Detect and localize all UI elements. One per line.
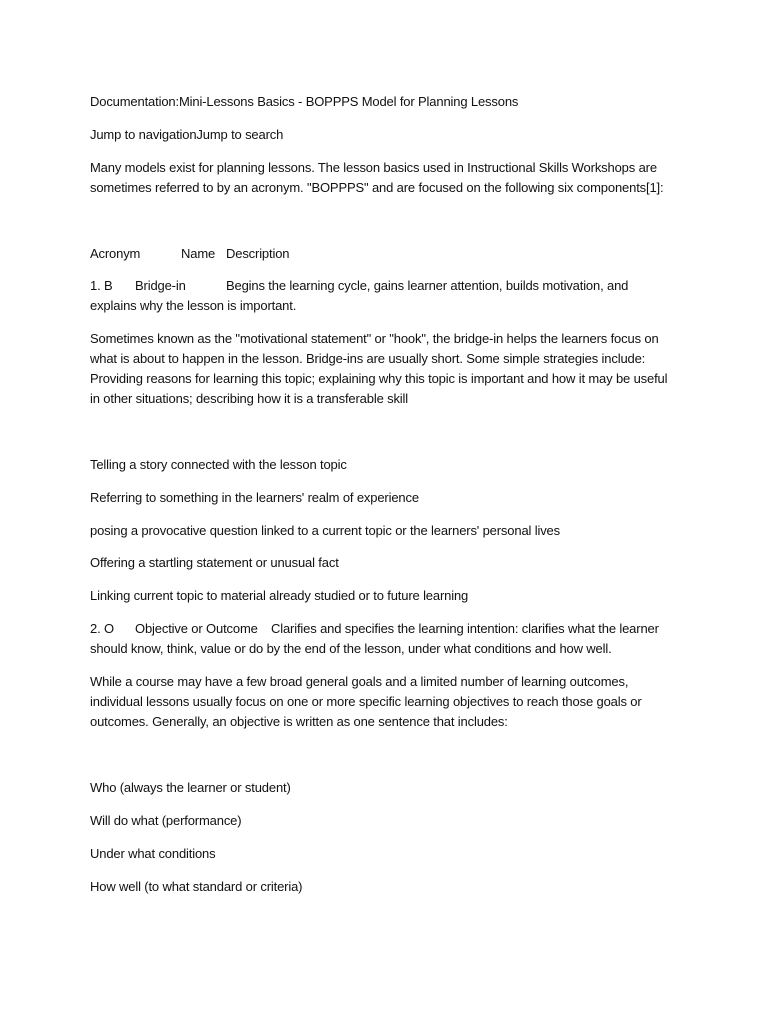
row-acronym: 1. B: [90, 278, 113, 293]
document-title: Documentation:Mini-Lessons Basics - BOPPPS Model for Planning Lessons: [90, 94, 519, 109]
strategy-item: Referring to something in the learners' realm of experience: [90, 490, 419, 505]
strategy-item: posing a provocative question linked to a current topic or the learners' personal lives: [90, 523, 560, 538]
paragraph-line: individual lessons usually focus on one or more specific learning objectives to reach those goals or: [90, 694, 642, 709]
intro-line: Many models exist for planning lessons. The lesson basics used in Instructional Skills Workshops are: [90, 160, 657, 175]
objective-part-item: Will do what (performance): [90, 813, 242, 828]
objective-part-item: Under what conditions: [90, 846, 216, 861]
navigation-links[interactable]: Jump to navigationJump to search: [90, 127, 284, 142]
row-description: Begins the learning cycle, gains learner attention, builds motivation, and: [226, 278, 629, 293]
row-name: Objective or Outcome: [135, 621, 258, 636]
row-description: Clarifies and specifies the learning intention: clarifies what the learner: [271, 621, 659, 636]
table-row-bridge-in: [90, 276, 690, 316]
table-row-objective: [90, 619, 690, 659]
table-header-name: Name: [181, 246, 216, 261]
paragraph-line: what is about to happen in the lesson. Bridge-ins are usually short. Some simple strategies include:: [90, 351, 646, 366]
table-header-description: Description: [226, 246, 290, 261]
objective-part-item: How well (to what standard or criteria): [90, 879, 303, 894]
paragraph-line: in other situations; describing how it is a transferable skill: [90, 391, 409, 406]
paragraph-line: Sometimes known as the "motivational statement" or "hook", the bridge-in helps the learners focus on: [90, 331, 659, 346]
objective-paragraph: [90, 672, 690, 732]
paragraph-line: Providing reasons for learning this topic; explaining why this topic is important and how it may be useful: [90, 371, 668, 386]
paragraph-line: outcomes. Generally, an objective is written as one sentence that includes:: [90, 714, 508, 729]
table-row-first-line: [90, 276, 690, 296]
row-acronym: 2. O: [90, 621, 114, 636]
strategy-item: Telling a story connected with the lesson topic: [90, 457, 347, 472]
table-row-first-line: [90, 619, 690, 639]
table-header-acronym: Acronym: [90, 246, 141, 261]
bridge-in-paragraph: [90, 329, 690, 409]
strategy-item: Offering a startling statement or unusual fact: [90, 555, 339, 570]
paragraph-line: While a course may have a few broad general goals and a limited number of learning outcomes,: [90, 674, 629, 689]
table-header-row: [90, 244, 690, 264]
intro-line: sometimes referred to by an acronym. "BOPPPS" and are focused on the following six components[1]:: [90, 180, 664, 195]
row-description-continued: should know, think, value or do by the end of the lesson, under what conditions and how well.: [90, 641, 612, 656]
intro-paragraph: [90, 158, 690, 198]
row-description-continued: explains why the lesson is important.: [90, 298, 297, 313]
strategy-item: Linking current topic to material already studied or to future learning: [90, 588, 469, 603]
row-name: Bridge-in: [135, 278, 186, 293]
objective-part-item: Who (always the learner or student): [90, 780, 291, 795]
